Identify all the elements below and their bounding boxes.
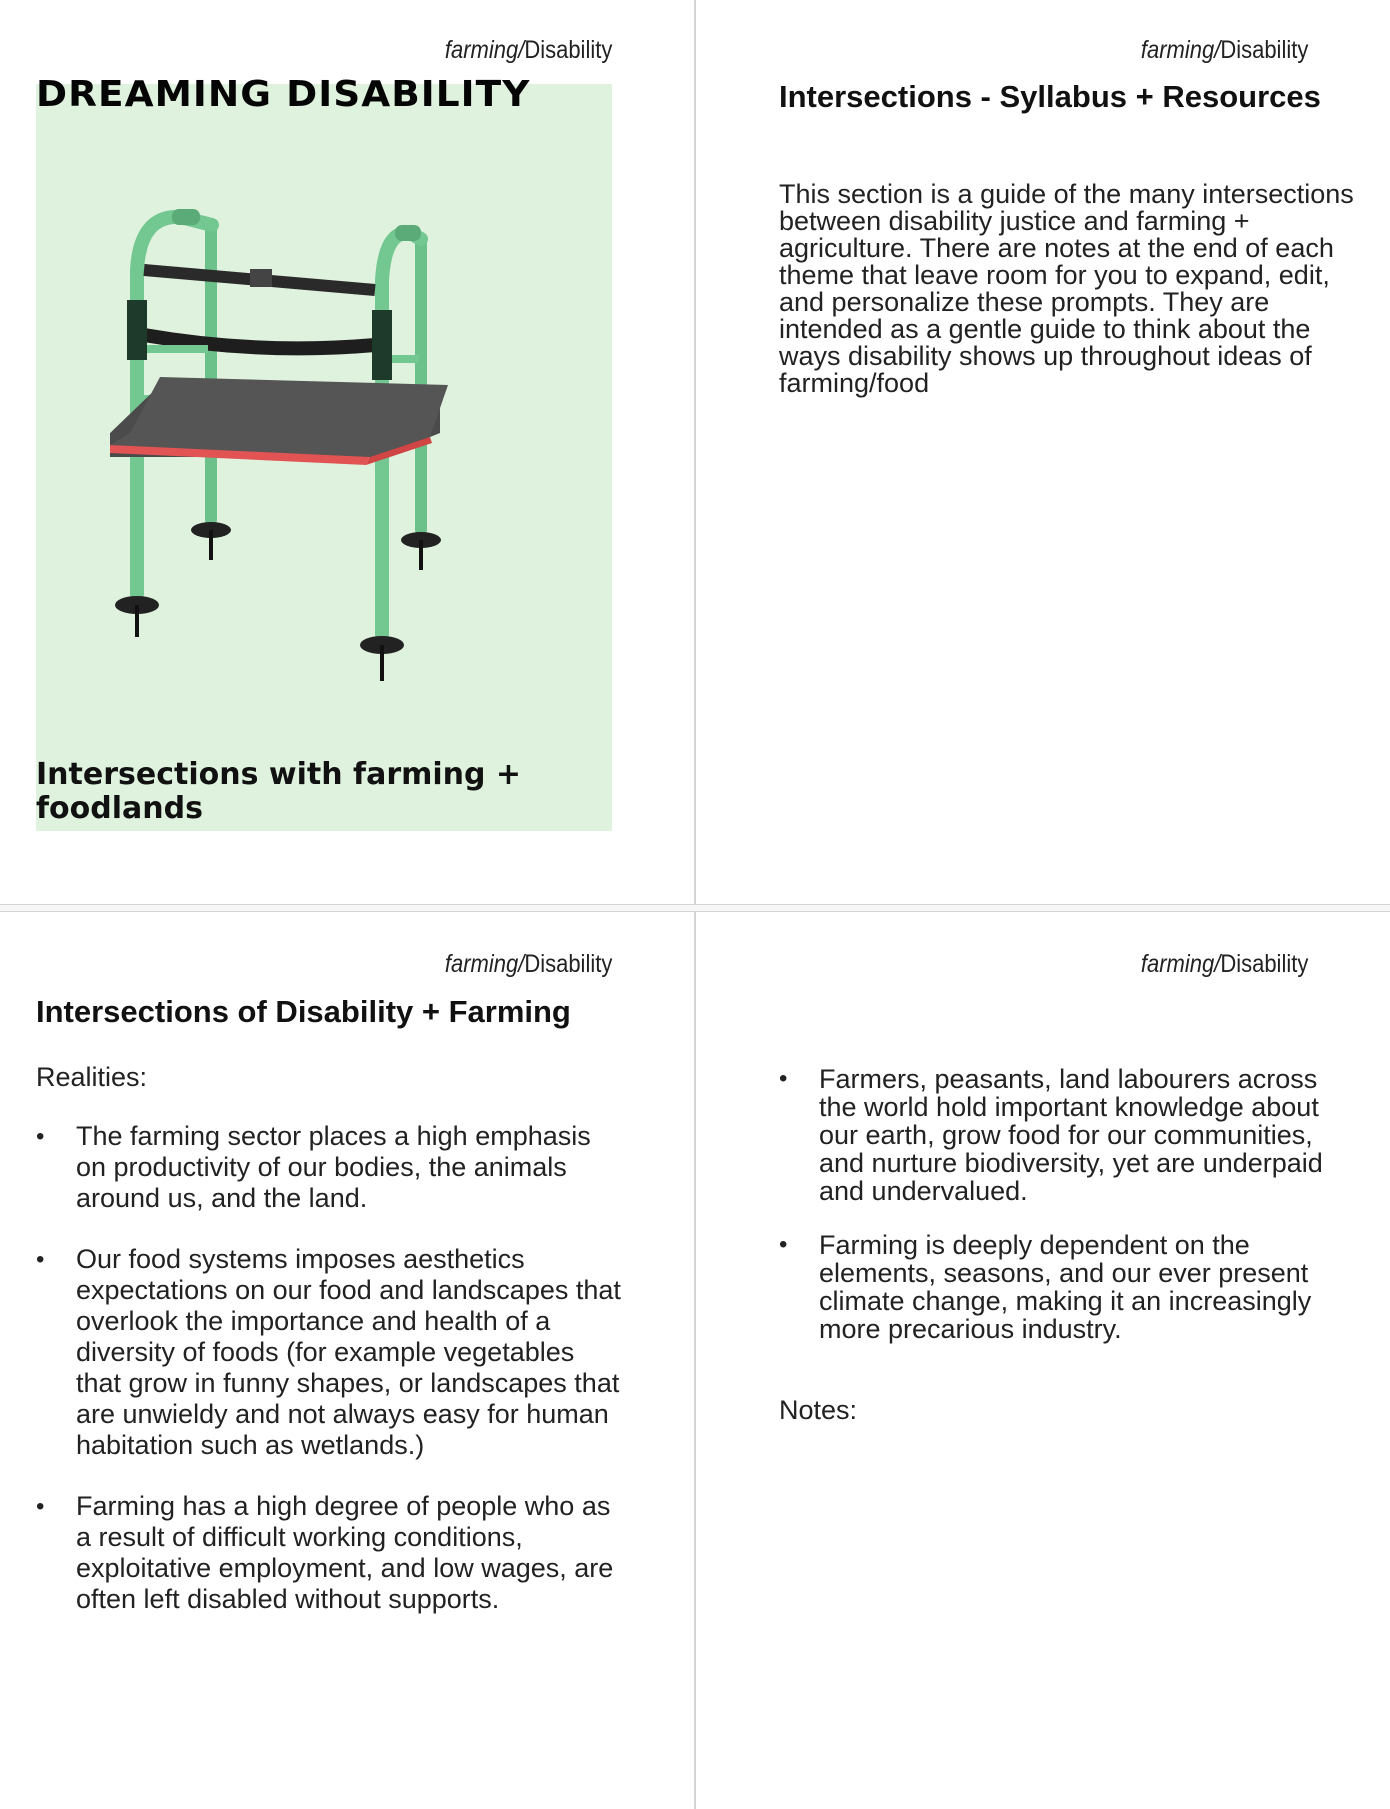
page-header: farming/Disability bbox=[1140, 950, 1308, 978]
page-cover bbox=[0, 0, 694, 904]
horizontal-divider bbox=[0, 904, 1390, 912]
list-item: • Our food systems imposes aesthetics expectations on our food and landscapes that overlook the importance and health of a diversity of foods (for example vegetables that grow in funny shapes, or landscapes that are unwieldy and not always easy for human habitation such as wetlands.) bbox=[36, 1244, 626, 1461]
list-item: • Farmers, peasants, land labourers across the world hold important knowledge about our earth, grow food for our communities, and nurture biodiversity, yet are underpaid and undervalued. bbox=[779, 1065, 1329, 1205]
bullet-list bbox=[36, 1121, 626, 1615]
page-realities bbox=[0, 912, 694, 1809]
list-item: • Farming has a high degree of people who as a result of difficult working conditions, exploitative employment, and low wages, are often left disabled without supports. bbox=[36, 1491, 626, 1615]
section-intro: This section is a guide of the many intersections between disability justice and farming + agriculture. There are notes at the end of each theme that leave room for you to expand, edit, and personalize these prompts. They are intended as a gentle guide to think about the ways disability shows up throughout ideas of farming/food bbox=[779, 179, 1354, 398]
cover-subtitle: Intersections with farming + foodlands bbox=[36, 757, 522, 826]
page-header: farming/Disability bbox=[444, 950, 612, 978]
page-title: Intersections of Disability + Farming bbox=[36, 994, 571, 1029]
page-title: Intersections - Syllabus + Resources bbox=[779, 79, 1321, 114]
page-header: farming/Disability bbox=[1140, 36, 1308, 64]
page-syllabus bbox=[696, 0, 1390, 904]
bullet-list bbox=[779, 1065, 1329, 1343]
page-header: farming/Disability bbox=[444, 36, 612, 64]
section-label: Realities: bbox=[36, 1062, 148, 1092]
garden-walker-icon bbox=[110, 205, 530, 685]
list-item: • Farming is deeply dependent on the elements, seasons, and our ever present climate change, making it an increasingly more precarious industry. bbox=[779, 1231, 1329, 1343]
notes-label: Notes: bbox=[779, 1395, 858, 1425]
list-item: • The farming sector places a high emphasis on productivity of our bodies, the animals around us, and the land. bbox=[36, 1121, 626, 1214]
page-realities-continued bbox=[696, 912, 1390, 1809]
cover-title: DREAMING DISABILITY bbox=[36, 74, 531, 115]
